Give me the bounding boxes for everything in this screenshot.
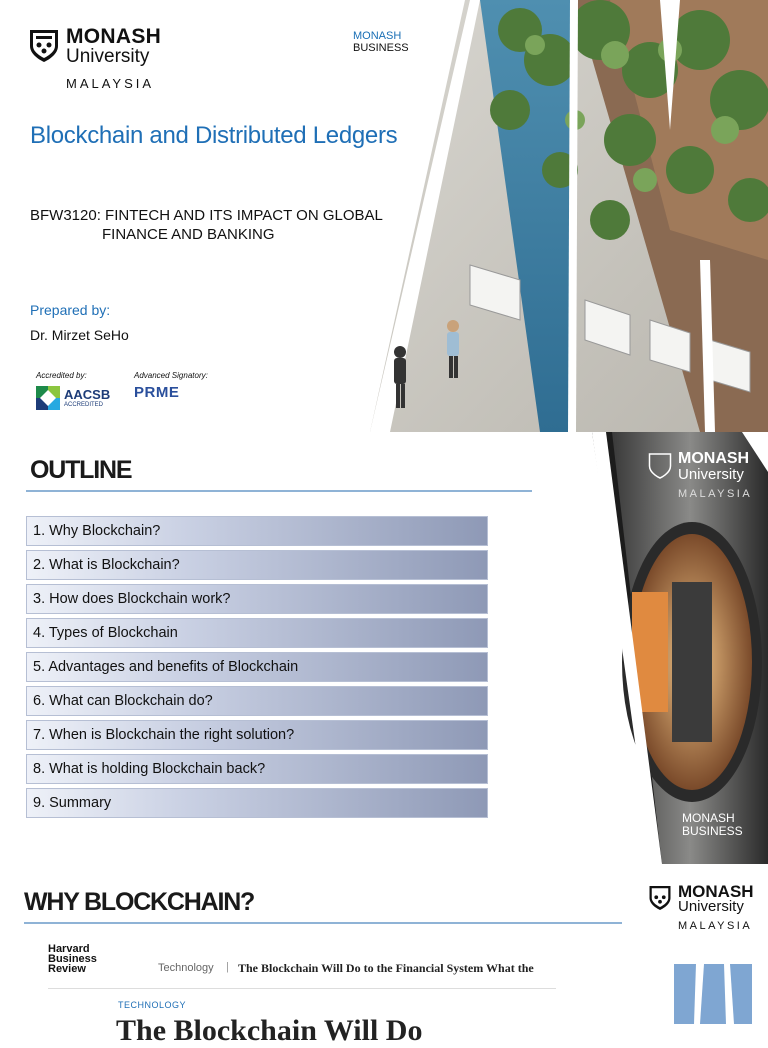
aacsb-sub: ACCREDITED: [64, 402, 104, 408]
outline-item: 7. When is Blockchain the right solution?: [26, 720, 488, 750]
monash-m-graphic: [674, 964, 752, 1024]
slide-title: Blockchain and Distributed Ledgers: [30, 122, 398, 149]
outline-title: OUTLINE: [30, 456, 132, 484]
why-blockchain-slide: [0, 864, 768, 1047]
logo-sub: University: [66, 46, 150, 67]
aacsb-text: AACSB: [64, 387, 111, 402]
outline-item: 1. Why Blockchain?: [26, 516, 488, 546]
outline-item: 2. What is Blockchain?: [26, 550, 488, 580]
title-divider: [24, 922, 622, 924]
monash-business-tag: [682, 812, 743, 838]
outline-item: 9. Summary: [26, 788, 488, 818]
monash-crest-icon: [648, 884, 672, 912]
course-line1: BFW3120: FINTECH AND ITS IMPACT ON GLOBAL: [30, 207, 383, 224]
logo-name: MONASH: [66, 25, 162, 48]
business-tag-line2: BUSINESS: [353, 42, 409, 54]
monash-crest-icon: [28, 28, 60, 64]
title-divider: [26, 490, 532, 492]
logo-name: MONASH: [678, 882, 754, 901]
outline-item: 6. What can Blockchain do?: [26, 686, 488, 716]
outline-item: 3. How does Blockchain work?: [26, 584, 488, 614]
hbr-big-title: The Blockchain Will Do: [116, 1014, 423, 1047]
title-slide: [0, 0, 768, 432]
prepared-label: Prepared by:: [30, 302, 111, 318]
course-line2: FINANCE AND BANKING: [102, 226, 275, 243]
accredited-label: Accredited by:: [36, 371, 87, 380]
hbr-logo: [48, 944, 97, 974]
hbr-section: Technology: [158, 962, 214, 974]
business-tag-line1: MONASH: [353, 30, 402, 42]
prepared-name: Dr. Mirzet SeHo: [30, 327, 129, 343]
aacsb-logo: [36, 384, 116, 414]
outline-item: 5. Advantages and benefits of Blockchain: [26, 652, 488, 682]
outline-list: [26, 516, 488, 822]
logo-country: MALAYSIA: [678, 920, 753, 932]
logo-country: MALAYSIA: [66, 76, 155, 91]
aacsb-mark-icon: [36, 386, 60, 410]
logo-country: MALAYSIA: [678, 488, 753, 500]
hbr-category: TECHNOLOGY: [118, 1000, 187, 1010]
outline-slide: [0, 432, 768, 864]
monash-logo: [640, 878, 768, 938]
hbr-logo-line: Review: [48, 963, 86, 975]
hbr-logo-line: Harvard: [48, 943, 90, 955]
campus-photo: [370, 0, 768, 432]
business-tag-line1: MONASH: [682, 811, 735, 825]
logo-sub: University: [678, 898, 744, 915]
hbr-divider: [48, 988, 556, 989]
outline-item: 4. Types of Blockchain: [26, 618, 488, 648]
course-title: [30, 206, 383, 244]
logo-name: MONASH: [678, 450, 750, 467]
logo-sub: University: [678, 466, 744, 483]
monash-logo: [18, 18, 168, 98]
prme-subtext: [134, 401, 194, 406]
monash-logo-white: [648, 448, 768, 508]
monash-crest-icon: [648, 452, 672, 480]
hbr-logo-line: Business: [48, 953, 97, 965]
hbr-separator: |: [226, 961, 229, 973]
why-title: WHY BLOCKCHAIN?: [24, 888, 255, 916]
hbr-headline: The Blockchain Will Do to the Financial System What the: [238, 961, 534, 975]
business-tag-line2: BUSINESS: [682, 824, 743, 838]
prme-logo: PRME: [134, 384, 180, 401]
advanced-signatory-label: Advanced Signatory:: [134, 371, 208, 380]
outline-item: 8. What is holding Blockchain back?: [26, 754, 488, 784]
